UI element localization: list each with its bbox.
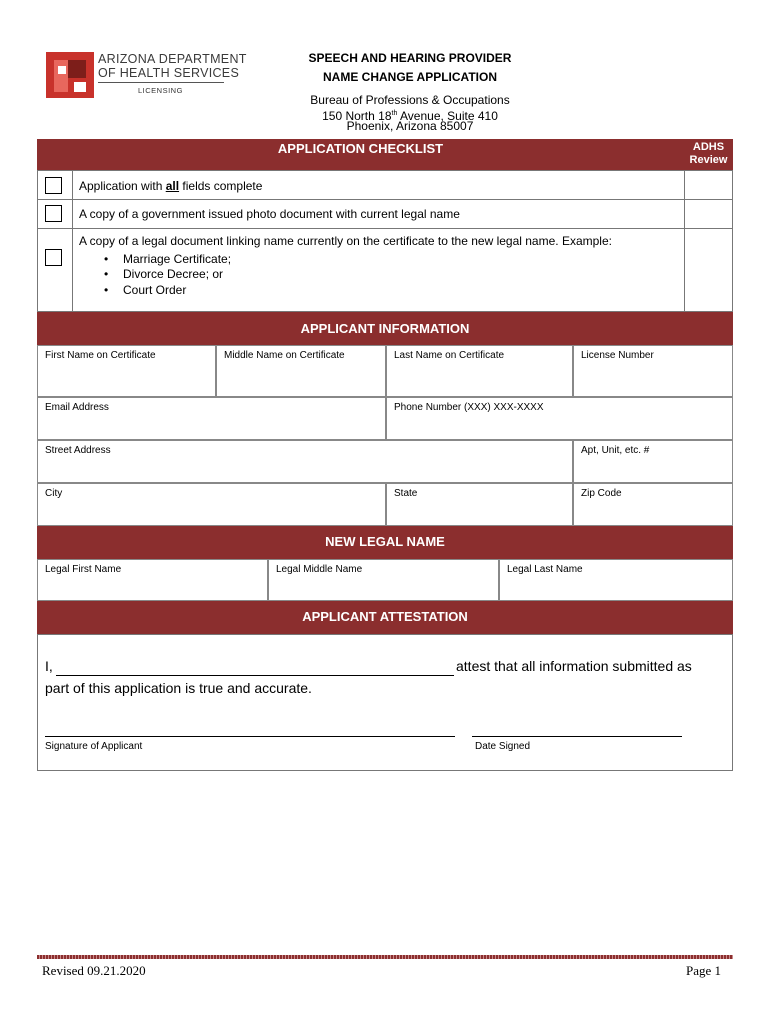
signature-line[interactable]: [45, 736, 455, 737]
checkbox-photo-document[interactable]: [45, 205, 62, 222]
middle-name-label: Middle Name on Certificate: [224, 350, 345, 361]
form-title-line2: NAME CHANGE APPLICATION: [323, 70, 497, 84]
attest-name-line[interactable]: [56, 675, 454, 676]
apt-field[interactable]: [573, 440, 733, 483]
phone-field[interactable]: [386, 397, 733, 440]
legal-first-name-label: Legal First Name: [45, 564, 122, 575]
last-name-field[interactable]: [386, 345, 573, 397]
bureau-name: Bureau of Professions & Occupations: [310, 93, 510, 107]
checklist-item-3: A copy of a legal document linking name currently on the certificate to the new legal name. Example:: [79, 234, 612, 248]
row-divider: [37, 228, 733, 229]
row-divider: [37, 199, 733, 200]
address-street: Avenue, Suite 410: [397, 109, 498, 123]
checklist-item-2: A copy of a government issued photo document with current legal name: [79, 207, 460, 221]
item1-emph: all: [165, 179, 180, 193]
last-name-label: Last Name on Certificate: [394, 350, 505, 361]
logo-divider: [98, 82, 224, 83]
legal-last-name-field[interactable]: [499, 559, 733, 601]
checklist-item-1: [79, 179, 262, 193]
first-name-label: First Name on Certificate: [45, 350, 156, 361]
adhs-review-heading: [684, 139, 733, 170]
address-number: 150 North 18: [322, 109, 392, 123]
date-label: Date Signed: [475, 741, 531, 752]
adhs-review-line1: ADHS: [692, 141, 725, 153]
zip-code-label: Zip Code: [581, 488, 622, 499]
bullet-dot: •: [104, 252, 109, 266]
first-name-field[interactable]: [37, 345, 216, 397]
phone-label: Phone Number (XXX) XXX-XXXX: [394, 402, 544, 413]
org-name-line2: OF HEALTH SERVICES: [98, 66, 240, 80]
legal-last-name-label: Legal Last Name: [507, 564, 583, 575]
state-label: State: [394, 488, 418, 499]
bureau-city: Phoenix, Arizona 85007: [346, 119, 474, 133]
org-sub: LICENSING: [138, 86, 183, 95]
bullet-dot: •: [104, 283, 109, 297]
form-title-line1: SPEECH AND HEARING PROVIDER: [308, 51, 512, 65]
checklist-heading: APPLICATION CHECKLIST: [37, 139, 684, 170]
license-number-label: License Number: [581, 350, 654, 361]
item1-pre: Application with: [79, 179, 166, 193]
attest-suffix: attest that all information submitted as: [456, 658, 692, 674]
item1-post: fields complete: [179, 179, 263, 193]
applicant-info-heading: APPLICANT INFORMATION: [37, 312, 733, 345]
bullet-item: Court Order: [123, 283, 187, 297]
org-name: [98, 52, 247, 80]
bullet-item: Divorce Decree; or: [123, 267, 224, 281]
email-label: Email Address: [45, 402, 109, 413]
legal-first-name-field[interactable]: [37, 559, 268, 601]
footer-rule: [37, 955, 733, 959]
state-field[interactable]: [386, 483, 573, 526]
date-line[interactable]: [472, 736, 682, 737]
city-label: City: [45, 488, 63, 499]
checkbox-fields-complete[interactable]: [45, 177, 62, 194]
street-address-label: Street Address: [45, 445, 111, 456]
org-name-line1: ARIZONA DEPARTMENT: [98, 52, 247, 66]
checklist-divider: [72, 170, 73, 312]
attestation-heading: APPLICANT ATTESTATION: [37, 601, 733, 634]
bullet-item: Marriage Certificate;: [123, 252, 232, 266]
page-number: Page 1: [686, 963, 722, 978]
checkbox-legal-document[interactable]: [45, 249, 62, 266]
bullet-dot: •: [104, 267, 109, 281]
city-field[interactable]: [37, 483, 386, 526]
legal-middle-name-label: Legal Middle Name: [276, 564, 363, 575]
legal-middle-name-field[interactable]: [268, 559, 499, 601]
middle-name-field[interactable]: [216, 345, 386, 397]
zip-code-field[interactable]: [573, 483, 733, 526]
signature-label: Signature of Applicant: [45, 741, 143, 752]
revised-date: Revised 09.21.2020: [42, 963, 146, 978]
adhs-review-line2: Review: [689, 154, 728, 166]
attest-line2: part of this application is true and accurate.: [45, 680, 312, 696]
apt-label: Apt, Unit, etc. #: [581, 445, 650, 456]
review-divider: [684, 170, 685, 312]
street-address-field[interactable]: [37, 440, 573, 483]
attest-prefix: I,: [45, 658, 53, 674]
email-field[interactable]: [37, 397, 386, 440]
license-number-field[interactable]: [573, 345, 733, 397]
new-legal-name-heading: NEW LEGAL NAME: [37, 526, 733, 559]
address-suffix: th: [391, 110, 398, 117]
